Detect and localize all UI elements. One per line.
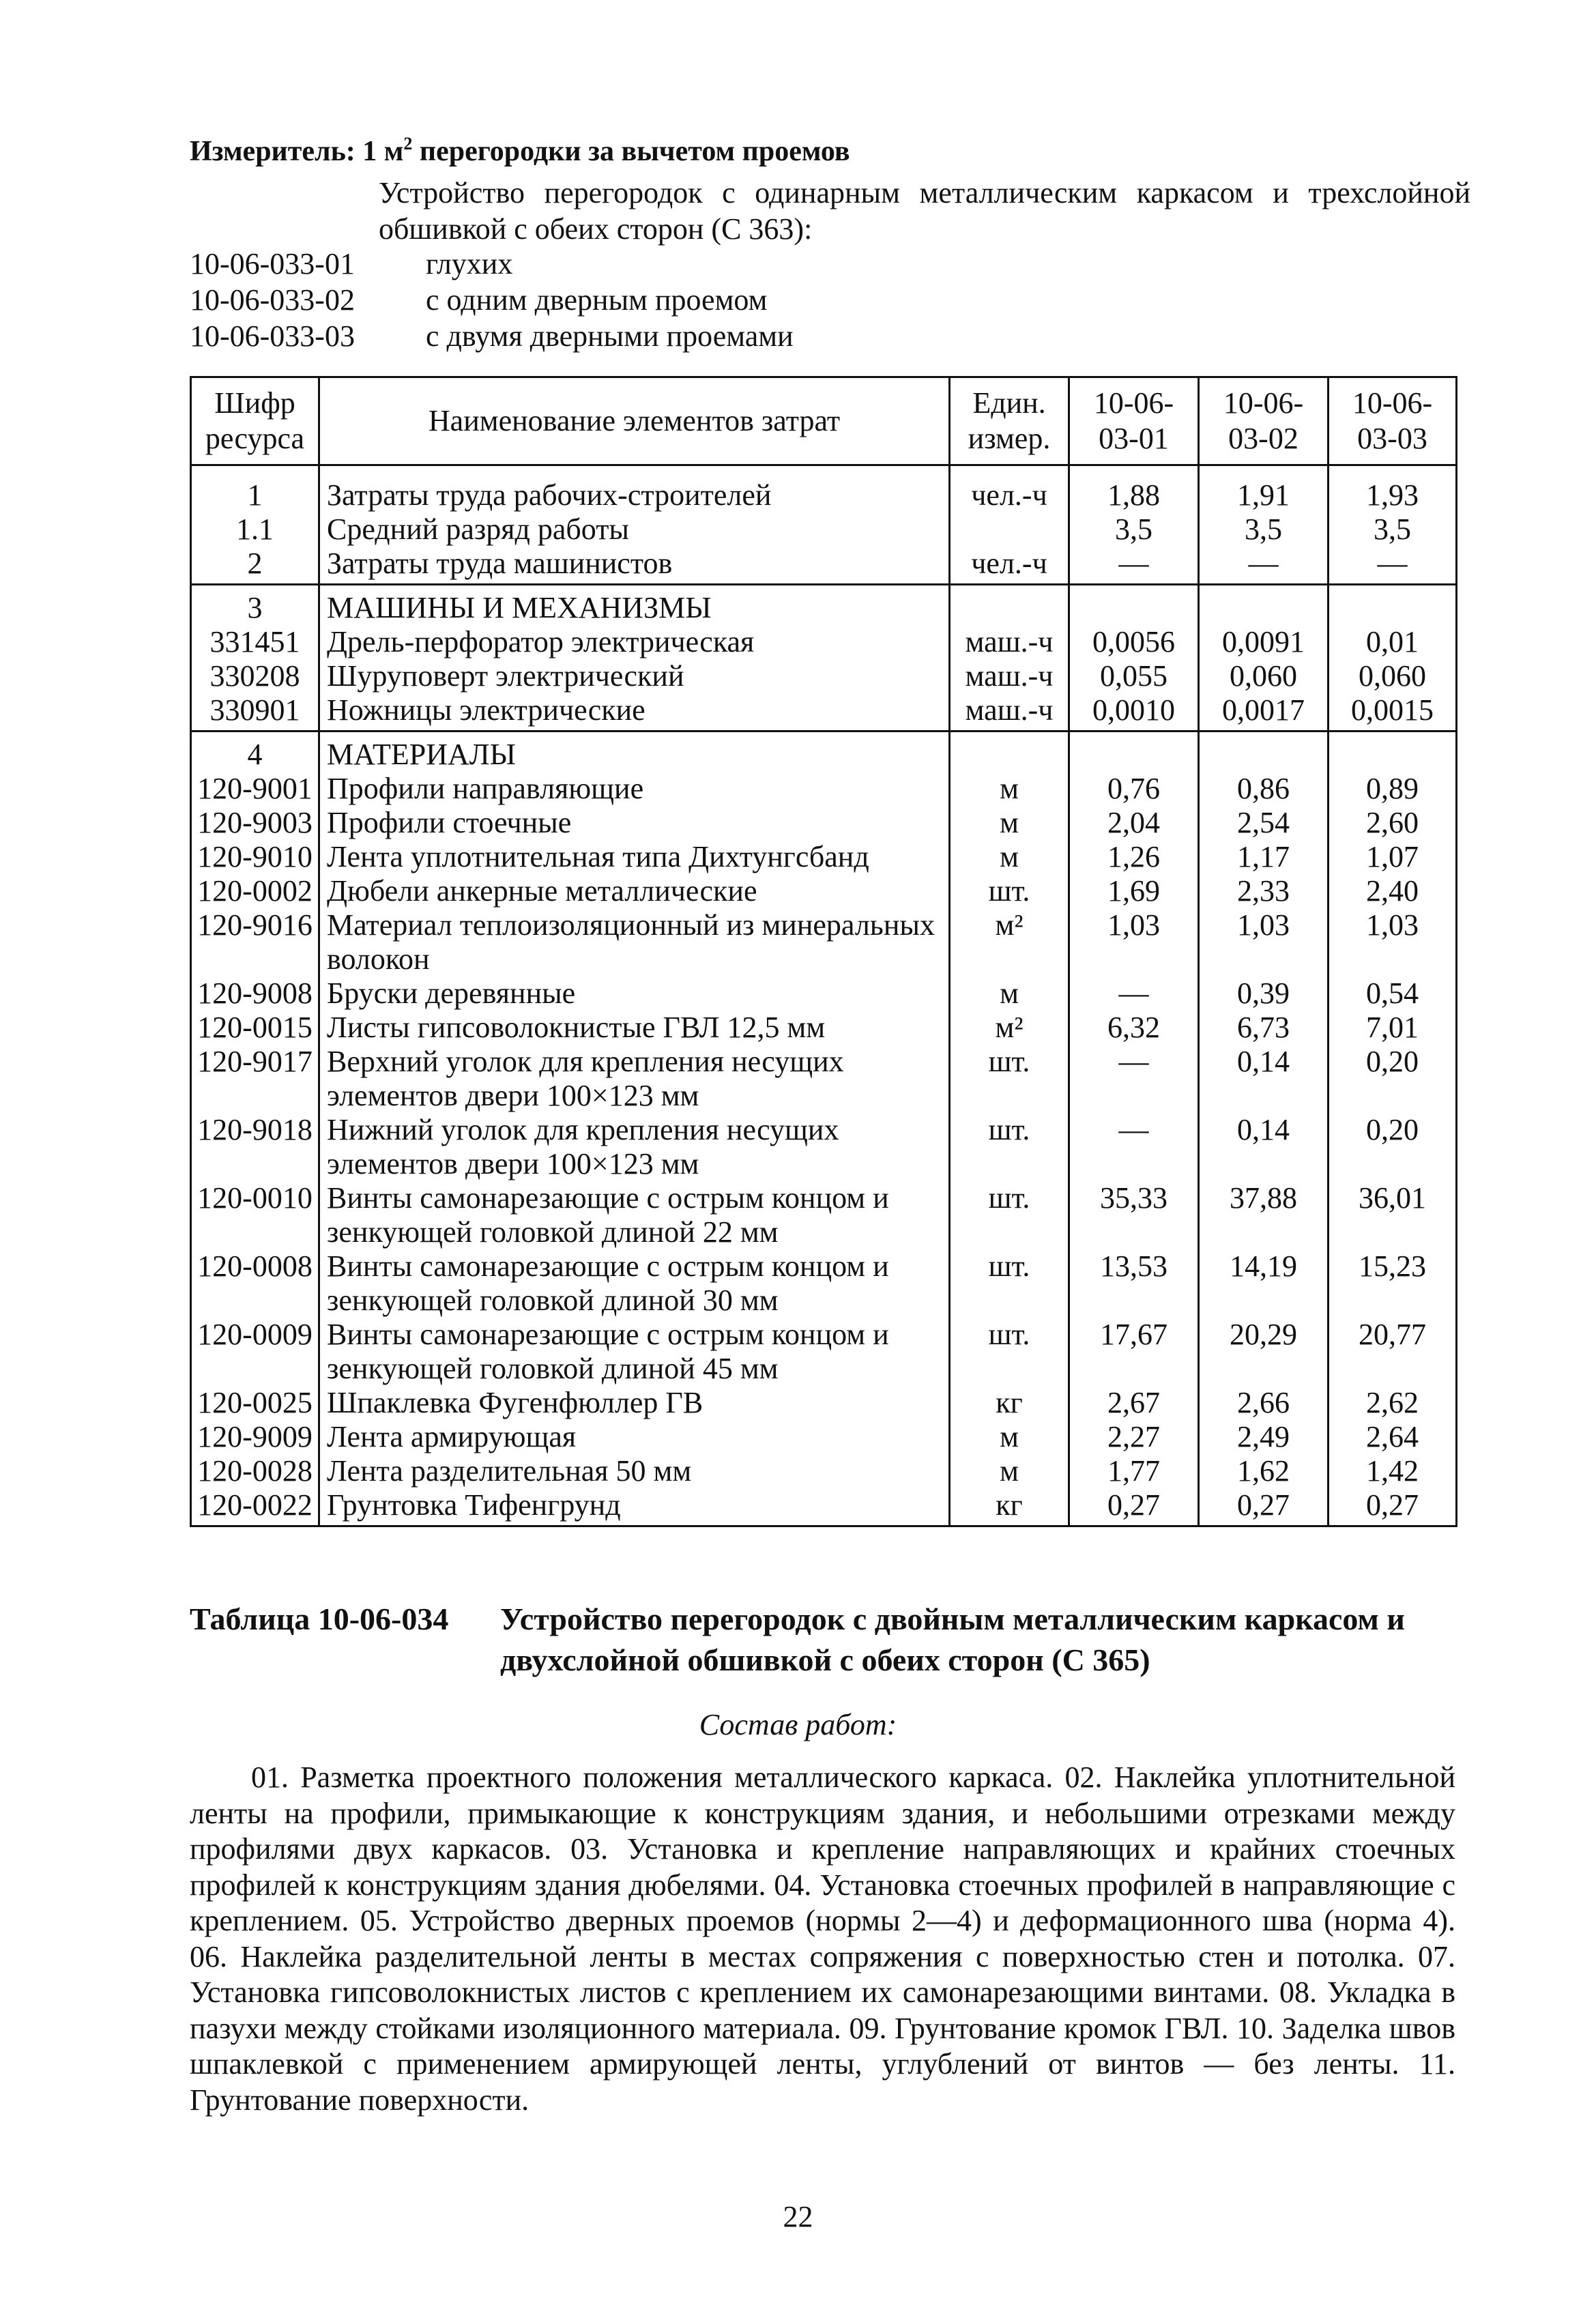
cell-value: 2,60 [1329, 806, 1457, 840]
cell-code: 330208 [191, 659, 319, 693]
cell-value [1069, 585, 1199, 626]
cell-value: 2,62 [1329, 1386, 1457, 1420]
cell-name: Профили стоечные [319, 806, 950, 840]
cell-code: 120-0008 [191, 1249, 319, 1318]
cell-name: Верхний уголок для крепления несущих элементов двери 100×123 мм [319, 1045, 950, 1113]
cell-value: 2,67 [1069, 1386, 1199, 1420]
cell-value: 36,01 [1329, 1181, 1457, 1249]
cell-name: Лента уплотнительная типа Дихтунгсбанд [319, 840, 950, 874]
cell-code: 120-0022 [191, 1488, 319, 1526]
cell-value: 2,40 [1329, 874, 1457, 908]
cell-code: 120-0025 [191, 1386, 319, 1420]
cell-unit: м² [950, 1011, 1069, 1045]
cell-code: 120-0010 [191, 1181, 319, 1249]
cell-code: 2 [191, 547, 319, 585]
norm-label: с одним дверным проемом [426, 283, 768, 317]
cell-name: Листы гипсоволокнистые ГВЛ 12,5 мм [319, 1011, 950, 1045]
cell-value: 3,5 [1199, 512, 1329, 547]
cell-code: 120-9010 [191, 840, 319, 874]
cell-name: Винты самонарезающие с острым концом и зенкующей головкой длиной 22 мм [319, 1181, 950, 1249]
norm-code-row [190, 318, 794, 354]
cell-unit: м [950, 1454, 1069, 1488]
cell-name: Профили направляющие [319, 772, 950, 806]
cell-unit: м² [950, 908, 1069, 976]
meter-line [190, 134, 850, 169]
cell-code: 330901 [191, 693, 319, 731]
cell-value: 0,27 [1329, 1488, 1457, 1526]
cell-code: 120-9008 [191, 976, 319, 1011]
cell-value: 2,49 [1199, 1420, 1329, 1454]
cell-value: 17,67 [1069, 1318, 1199, 1386]
cell-value: 1,93 [1329, 465, 1457, 513]
cell-unit: шт. [950, 1181, 1069, 1249]
table-row [191, 1113, 1457, 1181]
cell-value: 3,5 [1329, 512, 1457, 547]
cell-value: 1,88 [1069, 465, 1199, 513]
cell-value: 0,14 [1199, 1113, 1329, 1181]
resource-table [190, 376, 1457, 1527]
table-section-row [191, 731, 1457, 772]
header-unit: Един. измер. [950, 377, 1069, 465]
cell-name: Дрель-перфоратор электрическая [319, 625, 950, 659]
table-row [191, 1011, 1457, 1045]
cell-value: 6,73 [1199, 1011, 1329, 1045]
table-row [191, 547, 1457, 585]
cell-name: Лента разделительная 50 мм [319, 1454, 950, 1488]
cell-name: Дюбели анкерные металлические [319, 874, 950, 908]
cell-value: 2,33 [1199, 874, 1329, 908]
cell-code: 120-0028 [191, 1454, 319, 1488]
cell-code: 120-9001 [191, 772, 319, 806]
table-2-title: Устройство перегородок с двойным металлическим каркасом и двухслойной обшивкой с обеих сторон (С 365) [500, 1602, 1405, 1677]
cell-value: 0,0010 [1069, 693, 1199, 731]
table-row [191, 1181, 1457, 1249]
cell-name: Винты самонарезающие с острым концом и зенкующей головкой длиной 30 мм [319, 1249, 950, 1318]
table-row [191, 625, 1457, 659]
table-section-row [191, 585, 1457, 626]
cell-value: 0,060 [1329, 659, 1457, 693]
cell-code: 120-9009 [191, 1420, 319, 1454]
cell-value: — [1329, 547, 1457, 585]
table-2-label: Таблица 10-06-034 [190, 1602, 449, 1636]
meter-prefix: Измеритель: 1 м [190, 136, 404, 167]
cell-value: 1,03 [1199, 908, 1329, 976]
table-row [191, 1420, 1457, 1454]
cell-name: Шуруповерт электрический [319, 659, 950, 693]
cell-value: — [1069, 1113, 1199, 1181]
header-col-3: 10-06-03-03 [1329, 377, 1457, 465]
cell-value: 2,66 [1199, 1386, 1329, 1420]
composition-text: 01. Разметка проектного положения металлического каркаса. 02. Наклейка уплотнительной ленты на профили, примыкающие к конструкциям здания, и небольшими отрезками между профилями двух каркасов. 03. Установка и крепление направляющих и крайних стоечных профилей к конструкциям здания дюбелями. 04. Установка стоечных профилей в направляющие с креплением. 05. Устройство дверных проемов (нормы 2—4) и деформационного шва (норма 4). 06. Наклейка разделительной ленты в местах сопряжения с поверхностью стен и потолка. 07. Установка гипсоволокнистых листов с креплением их самонарезающими винтами. 08. Укладка в пазухи между стойками изоляционного материала. 09. Грунтование кромок ГВЛ. 10. Заделка швов шпаклевкой с применением армирующей ленты, углублений от винтов — без ленты. 11. Грунтование поверхности. [190, 1761, 1455, 2117]
cell-unit [950, 731, 1069, 772]
table-row [191, 976, 1457, 1011]
norm-code: 10-06-033-02 [190, 283, 355, 317]
cell-value [1329, 585, 1457, 626]
table-row [191, 1454, 1457, 1488]
cell-name: Затраты труда рабочих-строителей [319, 465, 950, 513]
composition-heading: Состав работ: [699, 1708, 897, 1741]
table-row [191, 772, 1457, 806]
norm-label: с двумя дверными проемами [426, 319, 794, 353]
cell-name: Ножницы электрические [319, 693, 950, 731]
meter-suffix: перегородки за вычетом проемов [412, 136, 850, 167]
norm-code: 10-06-033-01 [190, 247, 355, 280]
cell-unit: шт. [950, 1045, 1069, 1113]
cell-unit: маш.-ч [950, 625, 1069, 659]
cell-value: 0,14 [1199, 1045, 1329, 1113]
cell-value: 2,64 [1329, 1420, 1457, 1454]
header-col-2: 10-06-03-02 [1199, 377, 1329, 465]
cell-value: 1,42 [1329, 1454, 1457, 1488]
page-number: 22 [783, 2200, 813, 2233]
cell-value: 0,0091 [1199, 625, 1329, 659]
cell-value: 1,26 [1069, 840, 1199, 874]
cell-code: 120-9003 [191, 806, 319, 840]
cell-value: 0,86 [1199, 772, 1329, 806]
cell-value [1069, 731, 1199, 772]
cell-value: 1,17 [1199, 840, 1329, 874]
meter-superscript: 2 [403, 134, 413, 154]
cell-name: Нижний уголок для крепления несущих элементов двери 100×123 мм [319, 1113, 950, 1181]
cell-value: 0,89 [1329, 772, 1457, 806]
cell-unit: маш.-ч [950, 659, 1069, 693]
cell-value: — [1069, 976, 1199, 1011]
cell-name: Грунтовка Тифенгрунд [319, 1488, 950, 1526]
cell-unit: шт. [950, 874, 1069, 908]
header-name: Наименование элементов затрат [319, 377, 950, 465]
cell-value: 1,91 [1199, 465, 1329, 513]
cell-value: 2,04 [1069, 806, 1199, 840]
cell-value: — [1069, 1045, 1199, 1113]
cell-value: 0,060 [1199, 659, 1329, 693]
table-row [191, 874, 1457, 908]
table-row [191, 693, 1457, 731]
cell-value: 2,54 [1199, 806, 1329, 840]
cell-code: 120-9016 [191, 908, 319, 976]
cell-code: 1.1 [191, 512, 319, 547]
cell-code: 331451 [191, 625, 319, 659]
cell-value: 0,27 [1199, 1488, 1329, 1526]
cell-value: 1,77 [1069, 1454, 1199, 1488]
cell-value: 0,20 [1329, 1113, 1457, 1181]
cell-code: 120-0002 [191, 874, 319, 908]
cell-unit: м [950, 840, 1069, 874]
table-header-row [191, 377, 1457, 465]
cell-unit: чел.-ч [950, 547, 1069, 585]
cell-code: 1 [191, 465, 319, 513]
cell-value: 0,20 [1329, 1045, 1457, 1113]
cell-value [1199, 731, 1329, 772]
cell-unit: шт. [950, 1318, 1069, 1386]
cell-value: 0,01 [1329, 625, 1457, 659]
cell-value [1199, 585, 1329, 626]
cell-name: Средний разряд работы [319, 512, 950, 547]
cell-name: Бруски деревянные [319, 976, 950, 1011]
table-row [191, 1386, 1457, 1420]
cell-value: 0,54 [1329, 976, 1457, 1011]
cell-name: Винты самонарезающие с острым концом и зенкующей головкой длиной 45 мм [319, 1318, 950, 1386]
table-row [191, 1249, 1457, 1318]
cell-value: 1,69 [1069, 874, 1199, 908]
cell-value: 1,07 [1329, 840, 1457, 874]
cell-code: 4 [191, 731, 319, 772]
table-row [191, 659, 1457, 693]
cell-value: 37,88 [1199, 1181, 1329, 1249]
table-row [191, 512, 1457, 547]
cell-value: 20,77 [1329, 1318, 1457, 1386]
table-row [191, 806, 1457, 840]
cell-value: 3,5 [1069, 512, 1199, 547]
cell-unit: м [950, 772, 1069, 806]
cell-value: 13,53 [1069, 1249, 1199, 1318]
cell-value: 15,23 [1329, 1249, 1457, 1318]
cell-unit: кг [950, 1386, 1069, 1420]
norm-code-row [190, 282, 794, 318]
cell-value: 7,01 [1329, 1011, 1457, 1045]
cell-value: 35,33 [1069, 1181, 1199, 1249]
cell-unit: м [950, 976, 1069, 1011]
norm-intro: Устройство перегородок с одинарным металлическим каркасом и трехслойной обшивкой с обеих сторон (С 363): [379, 176, 1470, 246]
header-col-1: 10-06-03-01 [1069, 377, 1199, 465]
cell-value: 0,0015 [1329, 693, 1457, 731]
cell-code: 120-9017 [191, 1045, 319, 1113]
section-title: МАТЕРИАЛЫ [319, 731, 950, 772]
norm-codes-list [190, 246, 794, 354]
cell-value: 20,29 [1199, 1318, 1329, 1386]
cell-name: Затраты труда машинистов [319, 547, 950, 585]
cell-value: 2,27 [1069, 1420, 1199, 1454]
section-title: МАШИНЫ И МЕХАНИЗМЫ [319, 585, 950, 626]
cell-value: 1,03 [1329, 908, 1457, 976]
cell-value: 1,03 [1069, 908, 1199, 976]
cell-unit [950, 512, 1069, 547]
cell-value: 0,76 [1069, 772, 1199, 806]
cell-unit: кг [950, 1488, 1069, 1526]
cell-value: 0,27 [1069, 1488, 1199, 1526]
table-row [191, 1045, 1457, 1113]
cell-unit: м [950, 1420, 1069, 1454]
cell-value: — [1069, 547, 1199, 585]
cell-value [1329, 731, 1457, 772]
cell-value: 0,0056 [1069, 625, 1199, 659]
cell-code: 120-0009 [191, 1318, 319, 1386]
cell-unit: шт. [950, 1113, 1069, 1181]
norm-label: глухих [426, 247, 513, 280]
cell-value: — [1199, 547, 1329, 585]
cell-value: 0,055 [1069, 659, 1199, 693]
norm-code: 10-06-033-03 [190, 319, 355, 353]
cell-value: 0,0017 [1199, 693, 1329, 731]
cell-unit: шт. [950, 1249, 1069, 1318]
cell-name: Шпаклевка Фугенфюллер ГВ [319, 1386, 950, 1420]
cell-value: 6,32 [1069, 1011, 1199, 1045]
table-row [191, 1488, 1457, 1526]
cell-value: 0,39 [1199, 976, 1329, 1011]
table-row [191, 1318, 1457, 1386]
cell-value: 1,62 [1199, 1454, 1329, 1488]
cell-unit: м [950, 806, 1069, 840]
table-row [191, 465, 1457, 513]
cell-name: Материал теплоизоляционный из минеральных волокон [319, 908, 950, 976]
cell-value: 14,19 [1199, 1249, 1329, 1318]
norm-code-row [190, 246, 794, 282]
cell-code: 120-0015 [191, 1011, 319, 1045]
cell-unit: маш.-ч [950, 693, 1069, 731]
cell-name: Лента армирующая [319, 1420, 950, 1454]
cell-unit: чел.-ч [950, 465, 1069, 513]
table-row [191, 908, 1457, 976]
cell-unit [950, 585, 1069, 626]
table-row [191, 840, 1457, 874]
cell-code: 120-9018 [191, 1113, 319, 1181]
header-code: Шифр ресурса [191, 377, 319, 465]
cell-code: 3 [191, 585, 319, 626]
